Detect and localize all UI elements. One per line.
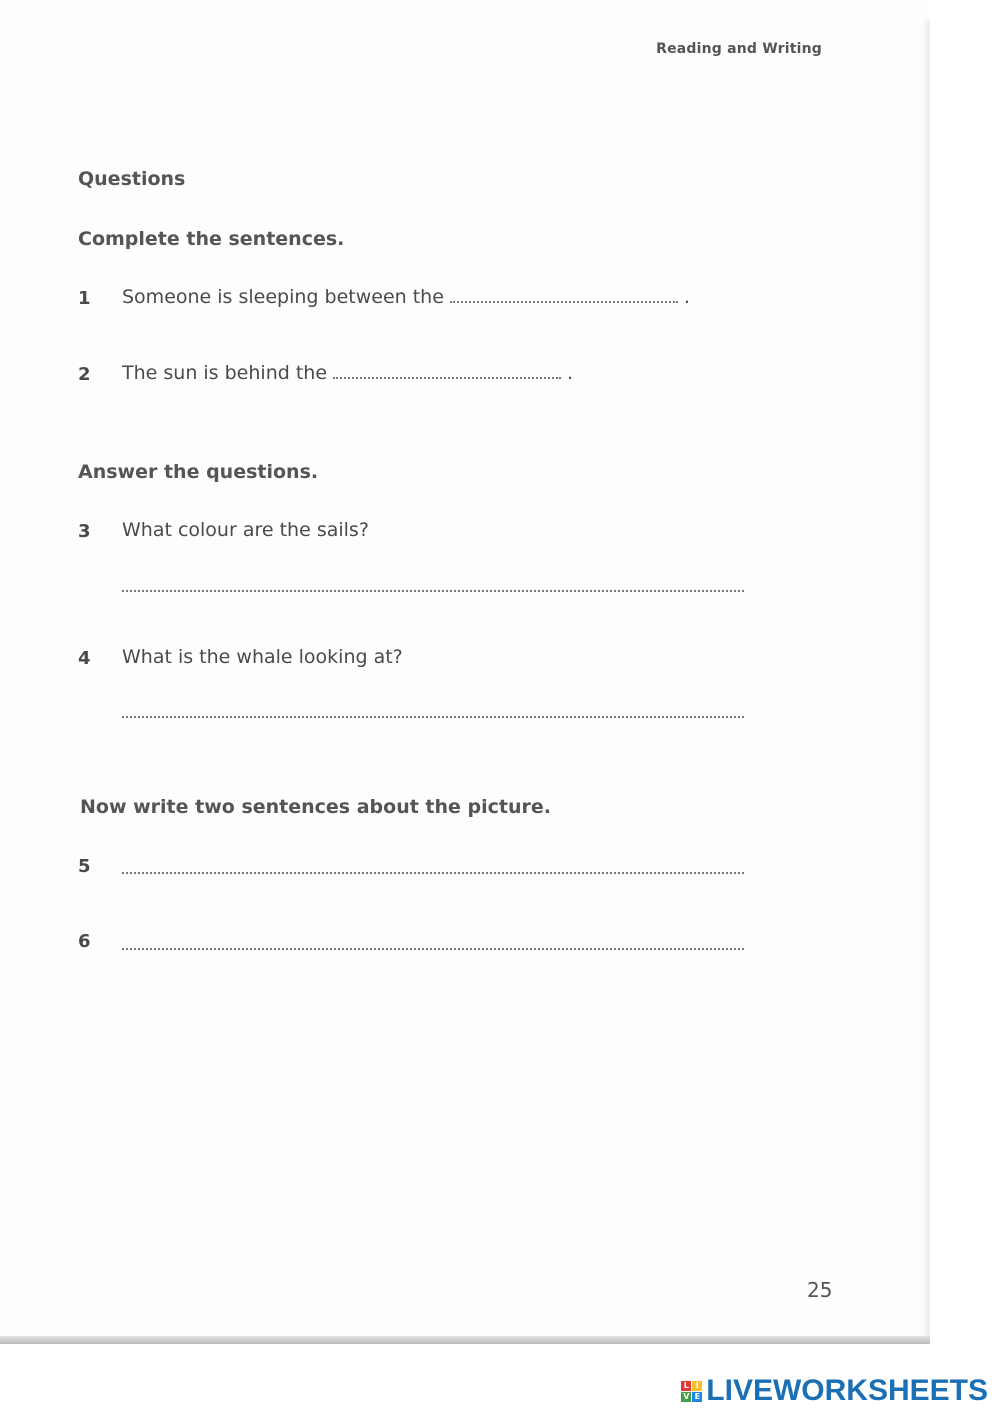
question-4-answer-line (122, 716, 744, 718)
page-number: 25 (807, 1278, 833, 1302)
liveworksheets-logo-icon (681, 1381, 702, 1402)
logo-tile-l: L (681, 1381, 691, 1391)
question-2-blank[interactable] (333, 363, 561, 379)
liveworksheets-brand (681, 1374, 988, 1408)
question-1-blank[interactable] (450, 287, 678, 303)
question-1-number: 1 (78, 288, 91, 309)
running-header: Reading and Writing (656, 41, 822, 57)
question-5-answer-line (122, 872, 744, 874)
answer-questions-heading: Answer the questions. (78, 461, 319, 483)
logo-tile-e: E (692, 1392, 702, 1402)
question-3-text: What colour are the sails? (122, 519, 369, 541)
question-1-period: . (683, 286, 690, 308)
question-2-period: . (567, 362, 574, 384)
questions-heading: Questions (78, 168, 186, 190)
complete-sentences-heading: Complete the sentences. (78, 228, 345, 250)
write-sentences-heading: Now write two sentences about the picture. (80, 796, 552, 818)
question-6-answer-line (122, 948, 744, 950)
logo-tile-i: I (692, 1381, 702, 1391)
question-1-text (122, 286, 690, 308)
question-2-number: 2 (78, 364, 91, 385)
question-5-number: 5 (78, 856, 91, 877)
question-6-number: 6 (78, 931, 91, 952)
logo-tile-v: V (683, 1391, 690, 1401)
question-3-answer-line (122, 590, 744, 592)
sheet-bottom-shadow (0, 1336, 930, 1344)
brand-wordmark: LIVEWORKSHEETS (706, 1374, 988, 1407)
question-3-number: 3 (78, 521, 91, 542)
question-1-prompt: Someone is sleeping between the (122, 286, 444, 308)
question-2-text (122, 362, 573, 384)
question-4-number: 4 (78, 648, 91, 669)
sheet-edge-shadow (924, 20, 930, 1340)
question-4-text: What is the whale looking at? (122, 646, 403, 668)
question-2-prompt: The sun is behind the (122, 362, 328, 384)
